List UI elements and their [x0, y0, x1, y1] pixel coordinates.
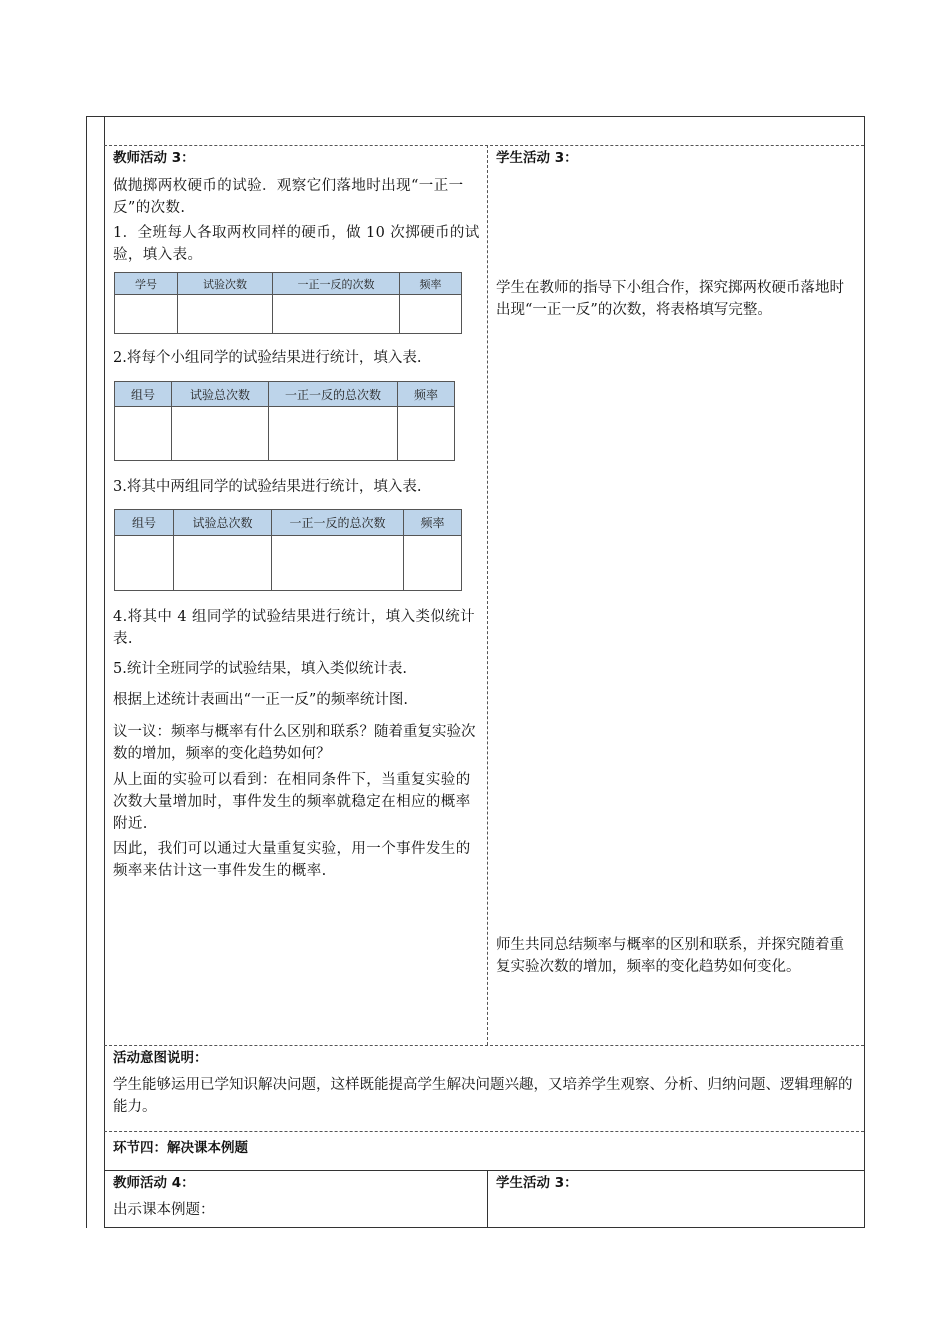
intent-text: 学生能够运用已学知识解决问题，这样既能提高学生解决问题兴趣，又培养学生观察、分析、归纳问题、逻辑理解的能力。 — [113, 1077, 853, 1115]
table2-cell — [398, 407, 455, 461]
teacher-para-chart: 根据上述统计表画出“一正一反”的频率统计图. — [113, 692, 408, 708]
table2-header-frequency: 频率 — [398, 382, 455, 407]
table2-cell — [115, 407, 172, 461]
table3-header-total-mixed: 一正一反的总次数 — [272, 510, 404, 536]
table3-cell — [174, 536, 272, 591]
table1-header-frequency: 频率 — [400, 273, 462, 295]
table-group-results — [114, 381, 455, 461]
intent-heading: 活动意图说明： — [113, 1050, 208, 1066]
teacher-activity-4-text: 出示课本例题： — [113, 1202, 215, 1218]
section4-heading: 环节四：解决课本例题 — [113, 1140, 248, 1156]
top-inner-rule — [104, 145, 864, 146]
section4-bottom-rule — [104, 1170, 864, 1171]
student-activity-3-heading: 学生活动 3： — [496, 150, 578, 166]
table1-cell — [115, 295, 178, 334]
table2-header-total-trials: 试验总次数 — [172, 382, 269, 407]
table1-cell — [178, 295, 273, 334]
column-divider-bottom — [487, 1170, 488, 1228]
table1-header-trials: 试验次数 — [178, 273, 273, 295]
activity-bottom-rule — [104, 1045, 864, 1046]
table1-cell — [400, 295, 462, 334]
teacher-step-1: 1．全班每人各取两枚同样的硬币，做 10 次掷硬币的试验，填入表。 — [113, 225, 480, 263]
table-individual-results — [114, 272, 462, 334]
table1-header-mixed-count: 一正一反的次数 — [273, 273, 400, 295]
teacher-para-discuss: 议一议：频率与概率有什么区别和联系？随着重复实验次数的增加，频率的变化趋势如何？ — [113, 724, 476, 762]
top-border — [86, 116, 864, 117]
teacher-activity-4-heading: 教师活动 4： — [113, 1175, 195, 1191]
table3-header-frequency: 频率 — [404, 510, 462, 536]
right-border — [864, 116, 865, 1228]
table3-cell — [404, 536, 462, 591]
bottom-border — [104, 1227, 864, 1228]
student-activity-3-text1: 学生在教师的指导下小组合作，探究掷两枚硬币落地时出现“一正一反”的次数，将表格填写完整。 — [496, 280, 844, 318]
student-activity-4-heading: 学生活动 3： — [496, 1175, 578, 1191]
outer-left-border — [86, 116, 87, 1228]
table2-header-group-id: 组号 — [115, 382, 172, 407]
teacher-para-observe: 从上面的实验可以看到：在相同条件下，当重复实验的次数大量增加时，事件发生的频率就稳定在相应的概率附近. — [113, 772, 471, 832]
teacher-step-4: 4.将其中 4 组同学的试验结果进行统计，填入类似统计表. — [113, 609, 476, 647]
table3-header-total-trials: 试验总次数 — [174, 510, 272, 536]
teacher-para-conclude: 因此，我们可以通过大量重复实验，用一个事件发生的频率来估计这一事件发生的概率. — [113, 841, 471, 879]
teacher-step-2: 2.将每个小组同学的试验结果进行统计，填入表. — [113, 350, 422, 366]
table-two-group-results — [114, 509, 462, 591]
table2-cell — [269, 407, 398, 461]
table3-cell — [272, 536, 404, 591]
table2-header-total-mixed: 一正一反的总次数 — [269, 382, 398, 407]
table2-cell — [172, 407, 269, 461]
teacher-step-3: 3.将其中两组同学的试验结果进行统计，填入表. — [113, 479, 422, 495]
table1-header-student-id: 学号 — [115, 273, 178, 295]
teacher-activity-3-intro: 做抛掷两枚硬币的试验．观察它们落地时出现“一正一反”的次数. — [113, 178, 464, 216]
column-divider — [487, 145, 488, 1045]
table3-cell — [115, 536, 174, 591]
intent-bottom-rule — [104, 1131, 864, 1132]
table3-header-group-id: 组号 — [115, 510, 174, 536]
student-activity-3-text2: 师生共同总结频率与概率的区别和联系，并探究随着重复实验次数的增加，频率的变化趋势如何变化。 — [496, 937, 844, 975]
table1-cell — [273, 295, 400, 334]
inner-left-border — [104, 116, 105, 1228]
teacher-activity-3-heading: 教师活动 3： — [113, 150, 195, 166]
teacher-step-5: 5.统计全班同学的试验结果，填入类似统计表. — [113, 661, 407, 677]
